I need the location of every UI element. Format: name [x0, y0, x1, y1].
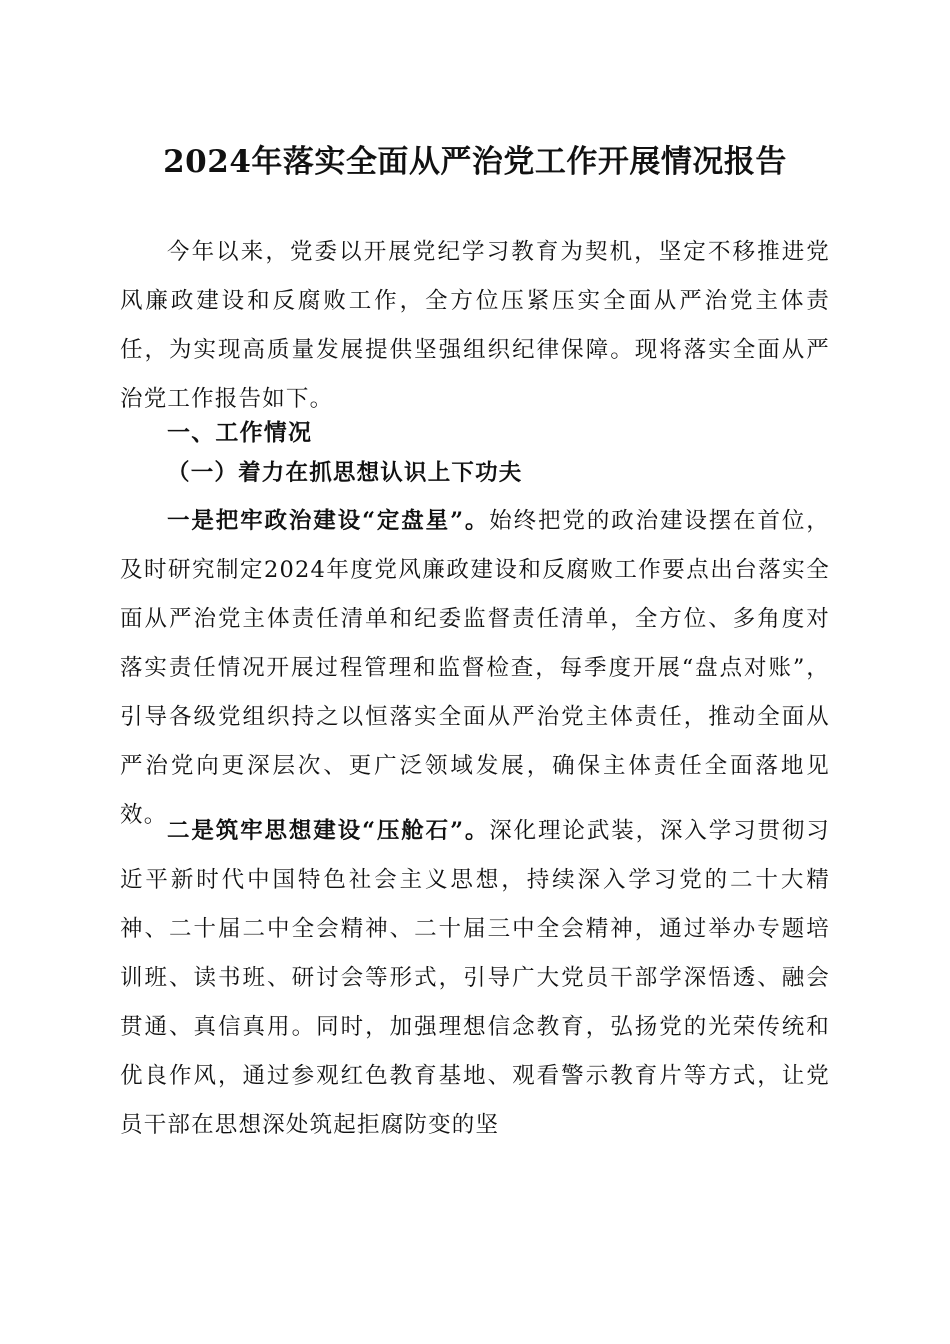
- document-title: 2024年落实全面从严治党工作开展情况报告: [163, 144, 787, 180]
- paragraph-lead-ideological: 二是筑牢思想建设“压舱石”。: [167, 818, 490, 844]
- paragraph-body-ideological: 深化理论武装，深入学习贯彻习近平新时代中国特色社会主义思想，持续深入学习党的二十大精神、二十届二中全会精神、二十届三中全会精神，通过举办专题培训班、读书班、研讨会等形式，引导广大党员干部学深悟透、融会贯通、真信真用。同时，加强理想信念教育，弘扬党的光荣传统和优良作风，通过参观红色教育基地、观看警示教育片等方式，让党员干部在思想深处筑起拒腐防变的坚: [120, 818, 830, 1138]
- subsection-heading-ideology: （一）着力在抓思想认识上下功夫: [167, 460, 523, 486]
- paragraph-ideological-construction: [120, 807, 830, 1150]
- intro-paragraph: 今年以来，党委以开展党纪学习教育为契机，坚定不移推进党风廉政建设和反腐败工作，全方位压紧压实全面从严治党主体责任，为实现高质量发展提供坚强组织纪律保障。现将落实全面从严治党工作报告如下。: [120, 239, 830, 412]
- paragraph-political-construction: [120, 497, 830, 840]
- paragraph-body-political: 始终把党的政治建设摆在首位，及时研究制定2024年度党风廉政建设和反腐败工作要点出台落实全面从严治党主体责任清单和纪委监督责任清单，全方位、多角度对落实责任情况开展过程管理和监督检查，每季度开展“盘点对账”，引导各级党组织持之以恒落实全面从严治党主体责任，推动全面从严治党向更深层次、更广泛领域发展，确保主体责任全面落地见效。: [120, 508, 830, 828]
- section-heading-work-status: 一、工作情况: [167, 419, 313, 446]
- paragraph-lead-political: 一是把牢政治建设“定盘星”。: [167, 508, 490, 534]
